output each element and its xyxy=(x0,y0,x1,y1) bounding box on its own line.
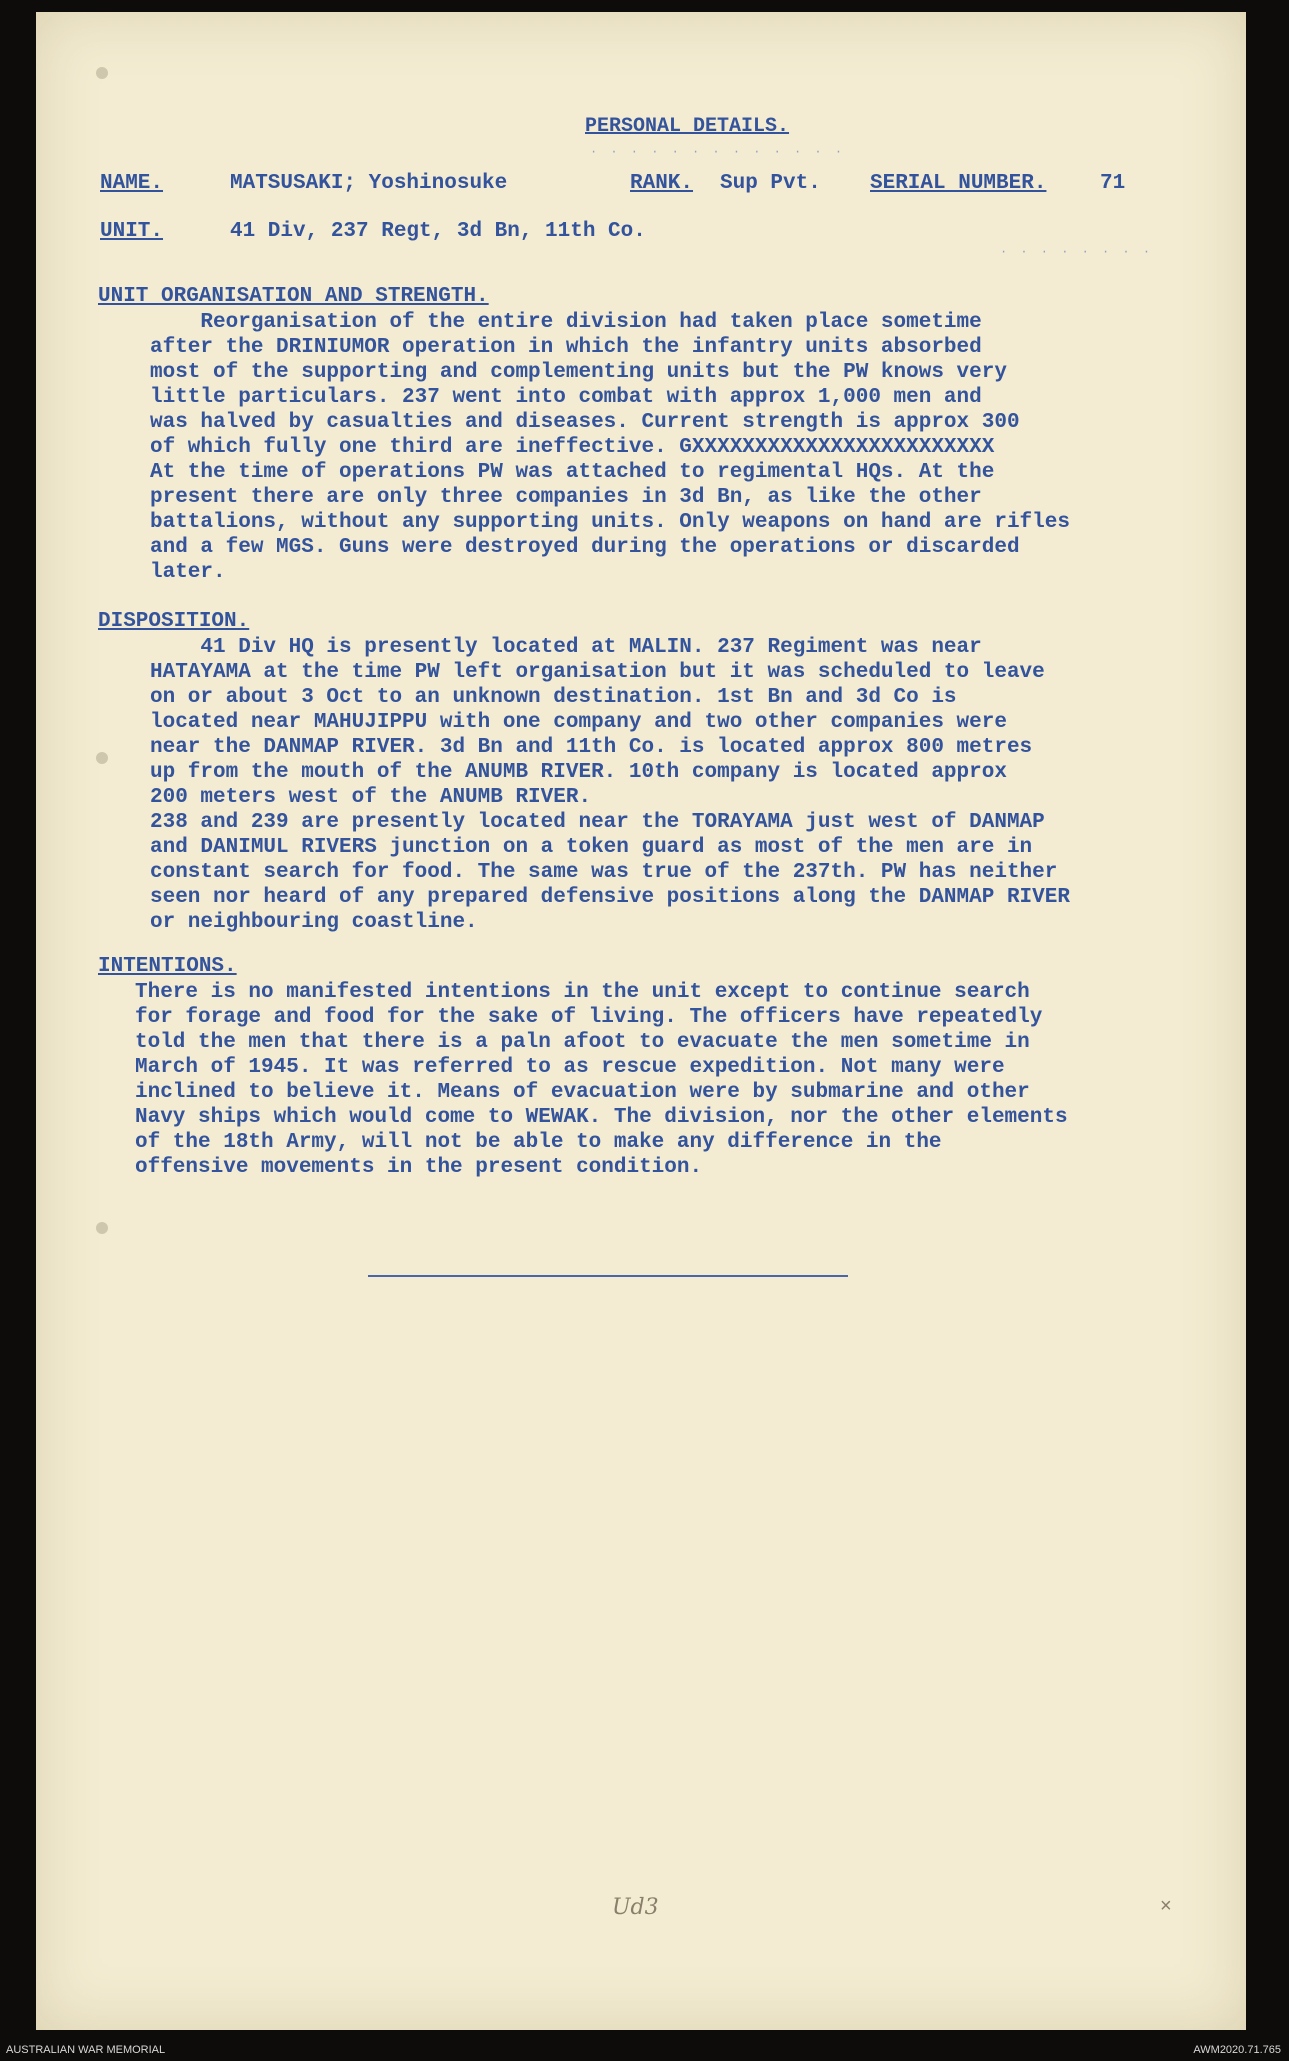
punch-hole xyxy=(96,1222,108,1234)
title-dots: · · · · · · · · · · · · · xyxy=(590,145,846,159)
footer-right: AWM2020.71.765 xyxy=(1193,2044,1281,2056)
section-body-intentions: There is no manifested intentions in the unit except to continue search for forage and food for the sake of living. The officers have repeatedly told the men that there is a paln afoot to evacuate the men sometime in March of 1945. It was referred to as rescue expedition. Not many were inclined to believe it. Means of evacuation were by submarine and other Navy ships which would come to WEWAK. The division, nor the other elements of the 18th Army, will not be able to make any difference in the offensive movements in the present condition. xyxy=(135,981,1068,1179)
footer-left: AUSTRALIAN WAR MEMORIAL xyxy=(6,2044,166,2056)
punch-hole xyxy=(96,752,108,764)
unit-row xyxy=(100,220,1160,243)
section-heading-disposition: DISPOSITION. xyxy=(98,610,250,633)
rank-label: RANK. xyxy=(630,172,694,195)
punch-hole xyxy=(96,67,108,79)
rank-value: Sup Pvt. xyxy=(720,172,821,195)
serial-value: 71 xyxy=(1100,172,1126,195)
section-body-disposition: 41 Div HQ is presently located at MALIN. 237 Regiment was near HATAYAMA at the time PW left organisation but it was scheduled to leave on or about 3 Oct to an unknown destination. 1st Bn and 3d Co is located near MAHUJIPPU with one company and two other companies were near the DANMAP RIVER. 3d Bn and 11th Co. is located approx 800 metres up from the mouth of the ANUMB RIVER. 10th company is located approx 200 meters west of the ANUMB RIVER. 238 and 239 are presently located near the TORAYAMA just west of DANMAP and DANIMUL RIVERS junction on a token guard as most of the men are in constant search for food. The same was true of the 237th. PW has neither seen nor heard of any prepared defensive positions along the DANMAP RIVER or neighbouring coastline. xyxy=(150,636,1070,934)
end-rule xyxy=(368,1275,848,1277)
x-mark: × xyxy=(1160,1895,1172,1917)
name-value: MATSUSAKI; Yoshinosuke xyxy=(230,172,508,195)
section-body-organisation: Reorganisation of the entire division had taken place sometime after the DRINIUMOR operation in which the infantry units absorbed most of the supporting and complementing units but the PW knows very little particulars. 237 went into combat with approx 1,000 men and was halved by casualties and diseases. Current strength is approx 300 of which fully one third are ineffective. GXXXXXXXXXXXXXXXXXXXXXXXX At the time of operations PW was attached to regimental HQs. At the present there are only three companies in 3d Bn, as like the other battalions, without any supporting units. Only weapons on hand are rifles and a few MGS. Guns were destroyed during the operations or discarded later. xyxy=(150,311,1070,584)
name-row xyxy=(100,172,1160,195)
name-label: NAME. xyxy=(100,172,164,195)
document-title: PERSONAL DETAILS. xyxy=(585,115,790,138)
section-heading-organisation: UNIT ORGANISATION AND STRENGTH. xyxy=(98,285,489,308)
unit-value: 41 Div, 237 Regt, 3d Bn, 11th Co. xyxy=(230,220,646,243)
section-heading-intentions: INTENTIONS. xyxy=(98,955,237,978)
serial-label: SERIAL NUMBER. xyxy=(870,172,1047,195)
serial-dots: · · · · · · · · xyxy=(1000,245,1154,259)
unit-label: UNIT. xyxy=(100,220,164,243)
pencil-note: Ud3 xyxy=(612,1895,659,1920)
